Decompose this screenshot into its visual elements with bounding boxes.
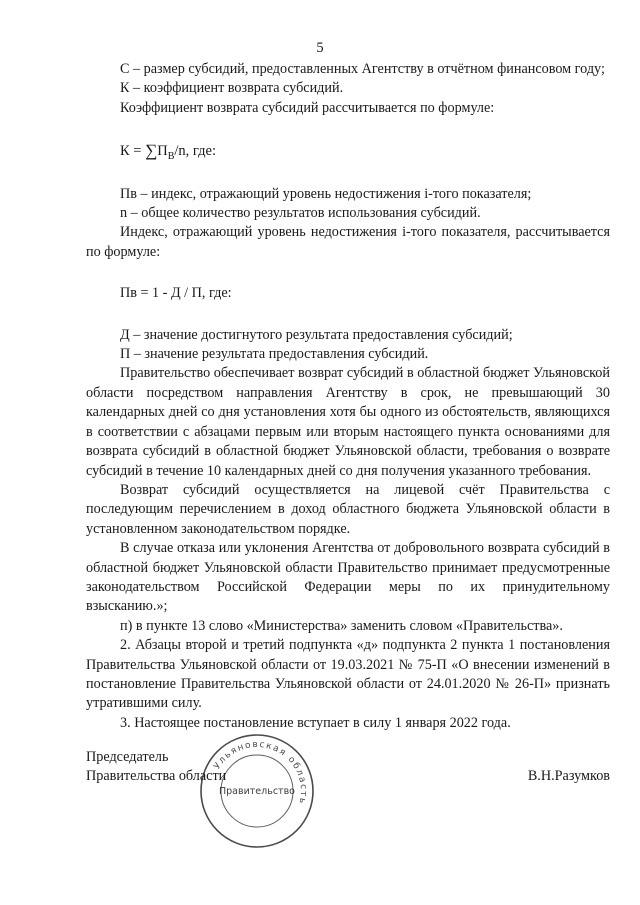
paragraph-formula-intro: Коэффициент возврата субсидий рассчитывается по формуле: (120, 99, 495, 116)
formula-k: $К = \sum П_В/n$, где: (120, 141, 216, 163)
paragraph-refusal: В случае отказа или уклонения Агентства от добровольного возврата субсидий в областной бюджет Ульяновской области Правительство принимает предусмотренные законодательством Российской Федерации меры по их принудительному взысканию.»; (86, 540, 610, 615)
definition-pv: Пв – индекс, отражающий уровень недостижения i-того показателя; (120, 185, 532, 202)
paragraph-index-intro: Индекс, отражающий уровень недостижения i-того показателя, рассчитывается по формуле: (86, 224, 610, 260)
page-number: 5 (316, 40, 324, 56)
paragraph-k-definition: К – коэффициент возврата субсидий. (120, 80, 344, 97)
stamp-center-text: Правительство (219, 786, 295, 797)
formula-pv: Пв = 1 - Д / П, где: (120, 285, 232, 302)
document-body (86, 60, 610, 733)
definition-n: n – общее количество результатов использования субсидий. (120, 205, 481, 222)
paragraph-c-definition: С – размер субсидий, предоставленных Агентству в отчётном финансовом году; (120, 61, 605, 77)
signer-title-line2: Правительства области (86, 768, 227, 785)
paragraph-return-account: Возврат субсидий осуществляется на лицевой счёт Правительства с последующим перечислением в доход областного бюджета Ульяновской области в установленном законодательством порядке. (86, 481, 610, 537)
signer-name: В.Н.Разумков (527, 768, 610, 785)
definition-d: Д – значение достигнутого результата предоставления субсидий; (120, 326, 513, 343)
paragraph-item-p: п) в пункте 13 слово «Министерства» заменить словом «Правительства». (120, 617, 563, 634)
paragraph-return-procedure: Правительство обеспечивает возврат субсидий в областной бюджет Ульяновской области посредством направления Агентству в срок, не превышающий 30 календарных дней со дня установления хотя бы одного из обстоятельств, являющихся в соответствии с абзацами первым или вторым настоящего пункта основаниями для возврата субсидий в областной бюджет Ульяновской области, требования о возврате субсидий в течение 10 календарных дней со дня получения указанного требования. (86, 365, 610, 479)
signer-title-line1: Председатель (86, 749, 169, 765)
sum-sign: ∑ (145, 141, 158, 161)
paragraph-item-2: 2. Абзацы второй и третий подпункта «д» подпункта 2 пункта 1 постановления Правительства Ульяновской области от 19.03.2021 № 75-П «О внесении изменений в постановление Правительства Ульяновской области от 24.01.2020 № 26-П» признать утратившими силу. (86, 637, 610, 712)
stamp-ring-text: Ульяновская область (212, 739, 309, 806)
paragraph-item-3: 3. Настоящее постановление вступает в силу 1 января 2022 года. (120, 714, 511, 731)
definition-p: П – значение результата предоставления субсидий. (120, 346, 429, 363)
signature-block (86, 748, 610, 787)
official-stamp-seal (196, 730, 318, 852)
